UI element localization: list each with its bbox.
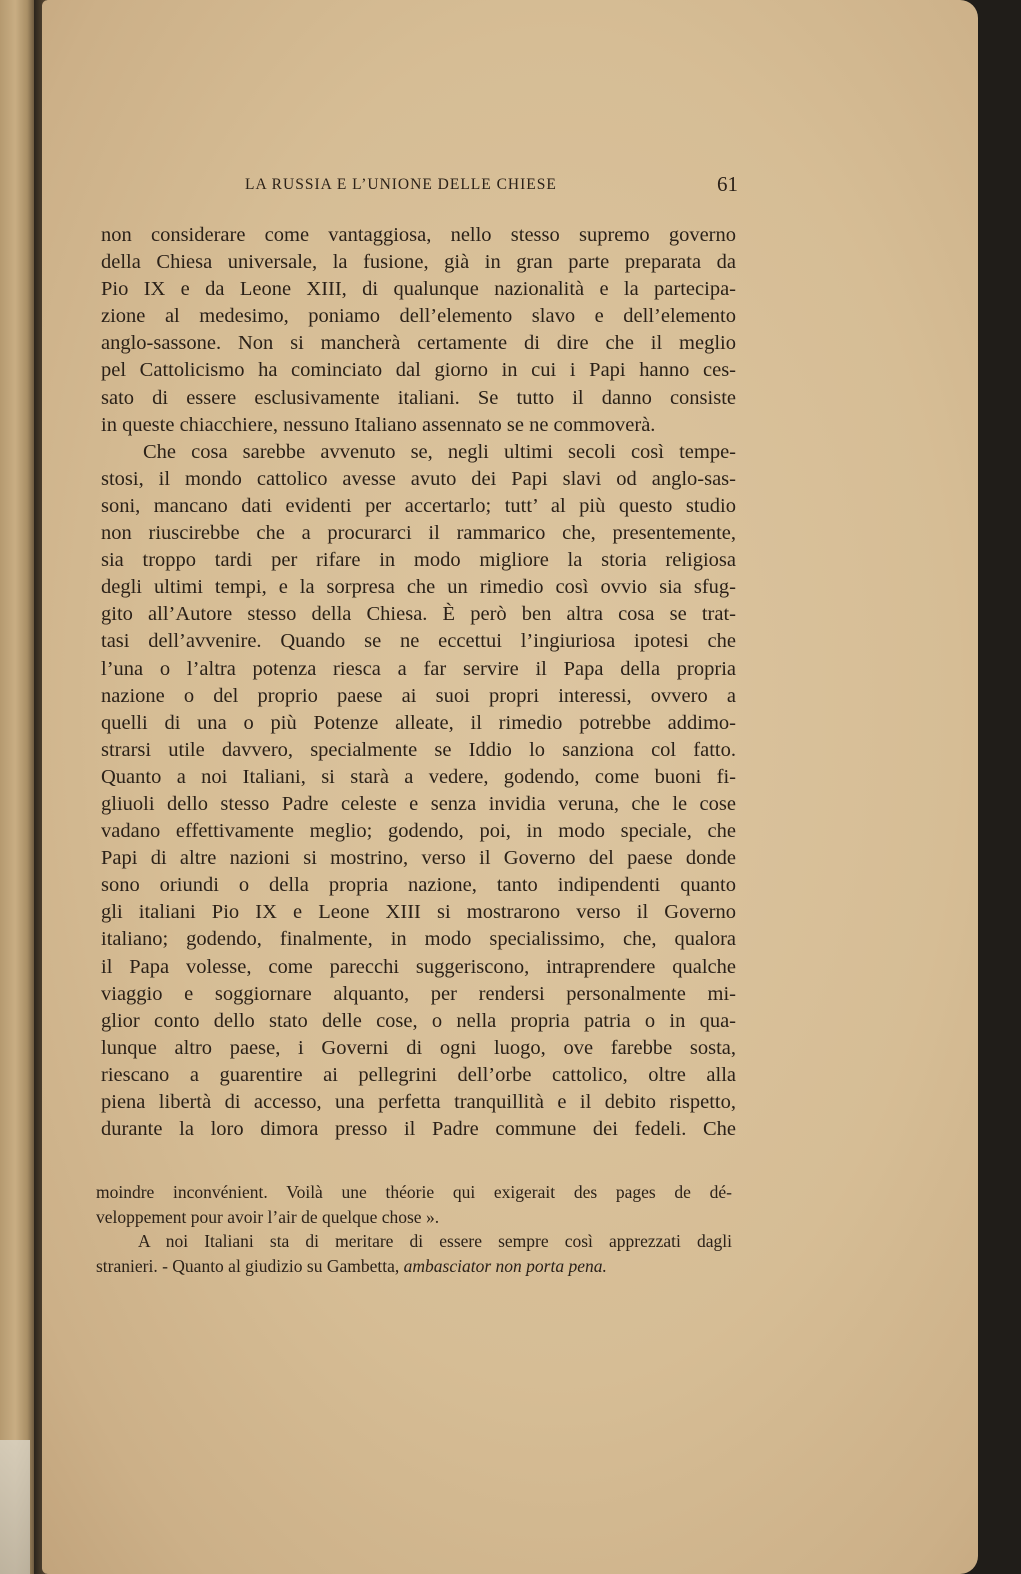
body-text bbox=[101, 222, 736, 1143]
text-line: piena libertà di accesso, una perfetta tranquillità e il debito rispetto, bbox=[101, 1091, 736, 1113]
text-line: Quanto a noi Italiani, si starà a vedere, godendo, come buoni fi- bbox=[101, 765, 736, 788]
text-line: sia troppo tardi per rifare in modo migliore la storia religiosa bbox=[101, 549, 736, 572]
text-line: anglo-sassone. Non si mancherà certamente di dire che il meglio bbox=[101, 332, 736, 355]
footnote-quote: ambasciator non porta pena. bbox=[403, 1255, 607, 1276]
text-line: non considerare come vantaggiosa, nello stesso supremo governo bbox=[101, 224, 736, 246]
text-line: stosi, il mondo cattolico avesse avuto dei Papi slavi od anglo-sas- bbox=[101, 467, 736, 490]
text-line: Che cosa sarebbe avvenuto se, negli ultimi secoli così tempe- bbox=[143, 440, 736, 463]
text-line: strarsi utile davvero, specialmente se Iddio lo sanziona col fatto. bbox=[101, 738, 736, 761]
text-line: quelli di una o più Potenze alleate, il rimedio potrebbe addimo- bbox=[101, 711, 736, 734]
text-line: tasi dell’avvenire. Quando se ne eccettui l’ingiuriosa ipotesi che bbox=[101, 630, 736, 653]
page-number: 61 bbox=[717, 172, 738, 196]
text-line: nazione o del proprio paese ai suoi propri interessi, ovvero a bbox=[101, 684, 736, 707]
text-line: durante la loro dimora presso il Padre commune dei fedeli. Che bbox=[101, 1118, 736, 1141]
text-line: della Chiesa universale, la fusione, già in gran parte preparata da bbox=[101, 251, 736, 274]
text-line: Papi di altre nazioni si mostrino, verso il Governo del paese donde bbox=[101, 847, 736, 870]
text-line: italiano; godendo, finalmente, in modo specialissimo, che, qualora bbox=[101, 928, 736, 951]
running-title: LA RUSSIA E L’UNIONE DELLE CHIESE bbox=[245, 176, 557, 193]
footnote-block bbox=[96, 1180, 732, 1278]
text-line: degli ultimi tempi, e la sorpresa che un rimedio così ovvio sia sfug- bbox=[101, 576, 736, 599]
text-line: glior conto dello stato delle cose, o nella propria patria o in qua- bbox=[101, 1009, 736, 1032]
text-line: sono oriundi o della propria nazione, tanto indipendenti quanto bbox=[101, 874, 736, 897]
text-line: pel Cattolicismo ha cominciato dal giorno in cui i Papi hanno ces- bbox=[101, 359, 736, 382]
footnote-line bbox=[96, 1254, 732, 1279]
text-line: Pio IX e da Leone XIII, di qualunque nazionalità e la partecipa- bbox=[101, 278, 736, 301]
facing-page-edge bbox=[0, 0, 34, 1574]
text-line: gliuoli dello stesso Padre celeste e senza invidia veruna, che le cose bbox=[101, 792, 736, 815]
text-line: riescano a guarentire ai pellegrini dell’orbe cattolico, oltre alla bbox=[101, 1063, 736, 1086]
text-line: vadano effettivamente meglio; godendo, poi, in modo speciale, che bbox=[101, 820, 736, 843]
text-line: soni, mancano dati evidenti per accertarlo; tutt’ al più questo studio bbox=[101, 494, 736, 517]
text-line: lunque altro paese, i Governi di ogni luogo, ove farebbe sosta, bbox=[101, 1036, 736, 1059]
text-line: gli italiani Pio IX e Leone XIII si mostrarono verso il Governo bbox=[101, 901, 736, 924]
text-line: il Papa volesse, come parecchi suggeriscono, intraprendere qualche bbox=[101, 955, 736, 978]
text-line: viaggio e soggiornare alquanto, per rendersi personalmente mi- bbox=[101, 982, 736, 1005]
text-line: l’una o l’altra potenza riesca a far servire il Papa della propria bbox=[101, 657, 736, 680]
footnote-text: stranieri. - Quanto al giudizio su Gambetta, bbox=[96, 1255, 404, 1276]
paper-strip bbox=[0, 1440, 30, 1574]
footnote-line: veloppement pour avoir l’air de quelque chose ». bbox=[96, 1206, 440, 1227]
text-line: zione al medesimo, poniamo dell’elemento slavo e dell’elemento bbox=[101, 305, 736, 328]
text-line: sato di essere esclusivamente italiani. Se tutto il danno consiste bbox=[101, 386, 736, 409]
text-line: gito all’Autore stesso della Chiesa. È però ben altra cosa se trat- bbox=[101, 603, 736, 626]
footnote-line: A noi Italiani sta di meritare di essere sempre così apprezzati dagli bbox=[138, 1231, 732, 1251]
text-line: non riuscirebbe che a procurarci il rammarico che, presentemente, bbox=[101, 522, 736, 545]
text-line: in queste chiacchiere, nessuno Italiano assennato se ne commoverà. bbox=[101, 413, 656, 436]
footnote-line: moindre inconvénient. Voilà une théorie qui exigerait des pages de dé- bbox=[96, 1182, 732, 1202]
